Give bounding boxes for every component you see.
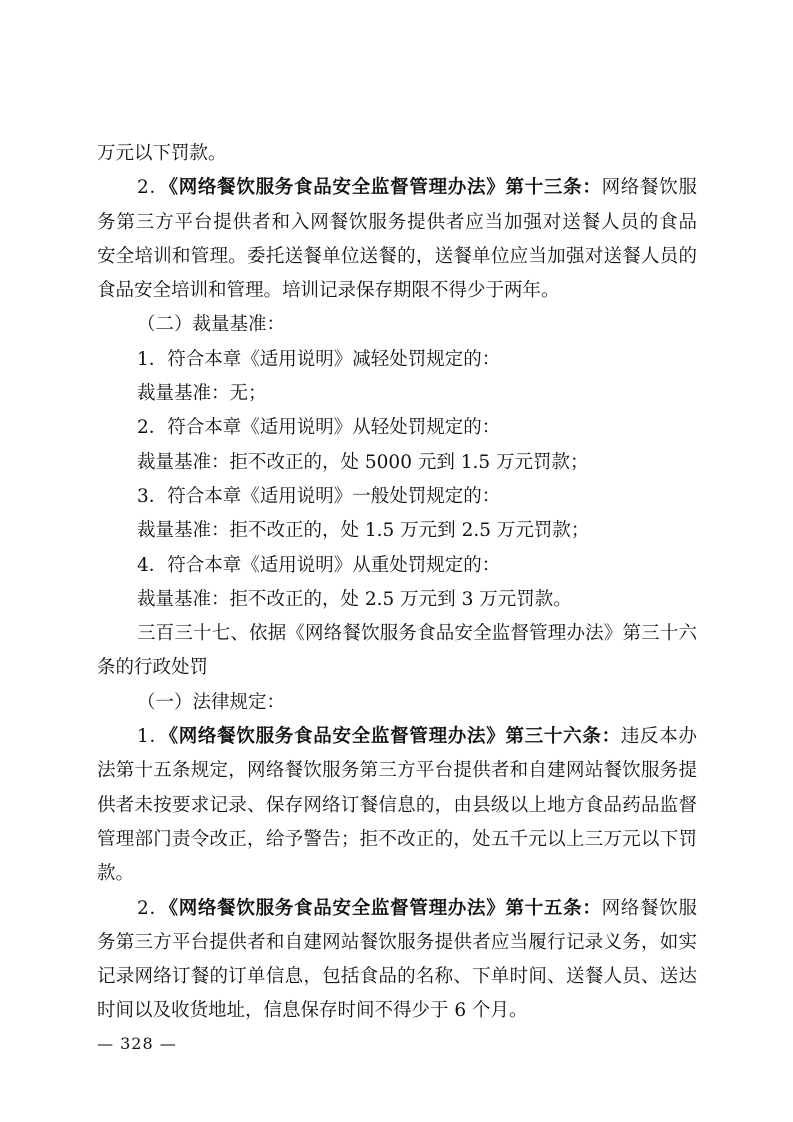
paragraph-line: 款。 [97,863,135,885]
paragraph-line: 裁量基准：拒不改正的，处 2.5 万元到 3 万元罚款。 [137,588,572,610]
paragraph-line: 务第三方平台提供者和入网餐饮服务提供者应当加强对送餐人员的食品 [97,211,697,233]
section-heading: （二）裁量基准： [137,314,286,336]
paragraph-line: 安全培训和管理。委托送餐单位送餐的，送餐单位应当加强对送餐人员的 [97,245,697,267]
paragraph-line: 裁量基准：无； [137,383,267,405]
paragraph-line: 1．符合本章《适用说明》减轻处罚规定的： [137,348,501,370]
law-citation: 《网络餐饮服务食品安全监督管理办法》第十三条： [168,177,602,199]
paragraph-line: 1．《网络餐饮服务食品安全监督管理办法》第三十六条：违反本办 [137,726,697,748]
body-text [97,137,697,1029]
paragraph-line: 管理部门责令改正，给予警告；拒不改正的，处五千元以上三万元以下罚 [97,828,697,850]
page-number: — 328 — [97,1034,177,1053]
paragraph-line: 2．《网络餐饮服务食品安全监督管理办法》第十三条：网络餐饮服 [137,177,697,199]
paragraph-line: 裁量基准：拒不改正的，处 5000 元到 1.5 万元罚款； [137,451,589,473]
paragraph-line: 2．《网络餐饮服务食品安全监督管理办法》第十五条：网络餐饮服 [137,897,697,919]
law-citation: 《网络餐饮服务食品安全监督管理办法》第三十六条： [168,726,621,748]
paragraph-line: 时间以及收货地址，信息保存时间不得少于 6 个月。 [97,1000,528,1022]
paragraph-line: 食品安全培训和管理。培训记录保存期限不得少于两年。 [97,280,560,302]
paragraph-line: 供者未按要求记录、保存网络订餐信息的，由县级以上地方食品药品监督 [97,794,697,816]
paragraph-line: 万元以下罚款。 [97,143,227,164]
paragraph-line: 2．符合本章《适用说明》从轻处罚规定的： [137,417,501,439]
law-citation: 《网络餐饮服务食品安全监督管理办法》第十五条： [168,897,602,919]
article-heading: 三百三十七、依据《网络餐饮服务食品安全监督管理办法》第三十六 [137,623,697,645]
section-heading: （一）法律规定： [137,691,286,713]
article-heading: 条的行政处罚 [97,657,209,679]
paragraph-line: 裁量基准：拒不改正的，处 1.5 万元到 2.5 万元罚款； [137,520,590,542]
paragraph-line: 4．符合本章《适用说明》从重处罚规定的： [137,554,501,576]
paragraph-line: 3．符合本章《适用说明》一般处罚规定的： [137,485,501,507]
paragraph-line: 法第十五条规定，网络餐饮服务第三方平台提供者和自建网站餐饮服务提 [97,760,697,782]
paragraph-line: 务第三方平台提供者和自建网站餐饮服务提供者应当履行记录义务，如实 [97,931,697,953]
paragraph-line: 记录网络订餐的订单信息，包括食品的名称、下单时间、送餐人员、送达 [97,966,697,988]
